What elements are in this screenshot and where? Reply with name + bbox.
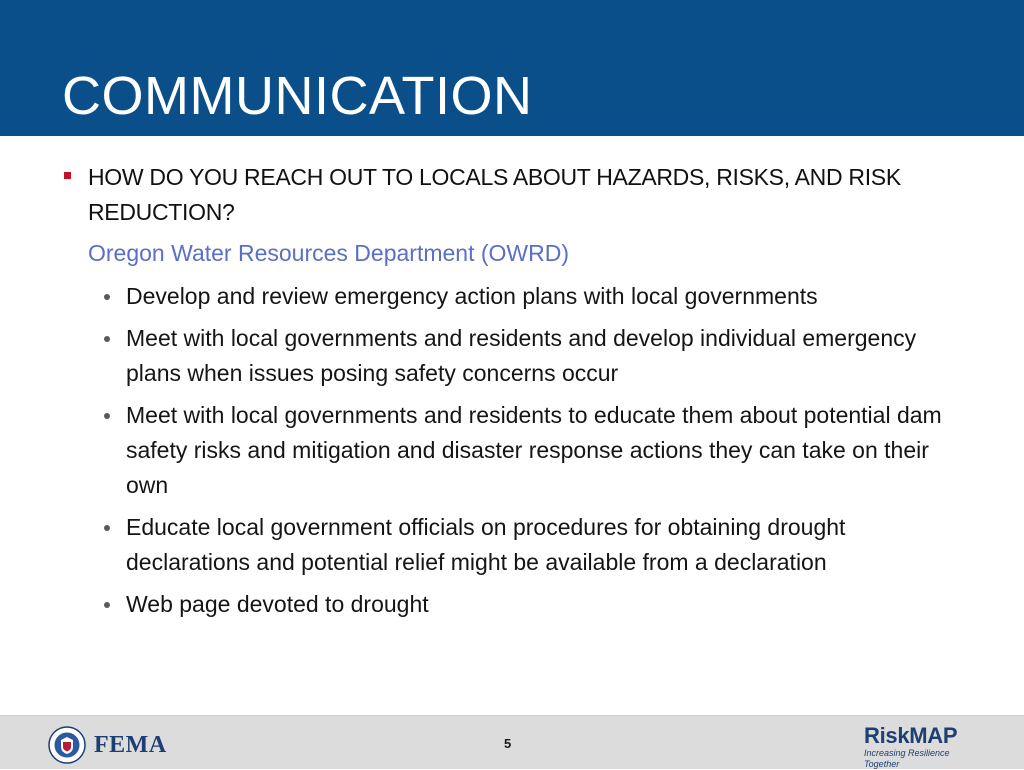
riskmap-map: MAP	[909, 723, 958, 748]
square-bullet-icon	[64, 172, 71, 179]
agency-name: Oregon Water Resources Department (OWRD)	[88, 240, 570, 266]
list-item	[100, 398, 960, 503]
round-bullet-icon	[104, 413, 110, 419]
list-item-text: Develop and review emergency action plans with local governments	[126, 283, 818, 309]
slide-title: COMMUNICATION	[62, 66, 533, 126]
round-bullet-icon	[104, 525, 110, 531]
slide-footer	[0, 715, 1024, 769]
list-item	[100, 321, 960, 391]
riskmap-logo	[864, 723, 984, 769]
list-item	[100, 510, 960, 580]
list-item-text: Web page devoted to drought	[126, 591, 429, 617]
list-item-text: Meet with local governments and residents to educate them about potential dam safety risks and mitigation and disaster response actions they can take on their own	[126, 402, 942, 498]
question-heading: HOW DO YOU REACH OUT TO LOCALS ABOUT HAZARDS, RISKS, AND RISK REDUCTION?	[88, 164, 901, 225]
title-bar	[0, 0, 1024, 136]
round-bullet-icon	[104, 336, 110, 342]
bullet-list	[100, 279, 960, 629]
fema-wordmark: FEMA	[94, 732, 167, 758]
list-item	[100, 279, 960, 314]
round-bullet-icon	[104, 294, 110, 300]
riskmap-wordmark	[864, 724, 984, 748]
riskmap-tagline: Increasing Resilience Together	[864, 748, 950, 769]
round-bullet-icon	[104, 602, 110, 608]
list-item	[100, 587, 960, 622]
list-item-text: Meet with local governments and residents and develop individual emergency plans when issues posing safety concerns occur	[126, 325, 917, 386]
dhs-seal-icon	[48, 726, 86, 764]
page-number: 5	[504, 736, 512, 751]
fema-logo	[48, 726, 168, 762]
list-item-text: Educate local government officials on procedures for obtaining drought declarations and potential relief might be available from a declaration	[126, 514, 846, 575]
riskmap-risk: Risk	[864, 723, 910, 748]
